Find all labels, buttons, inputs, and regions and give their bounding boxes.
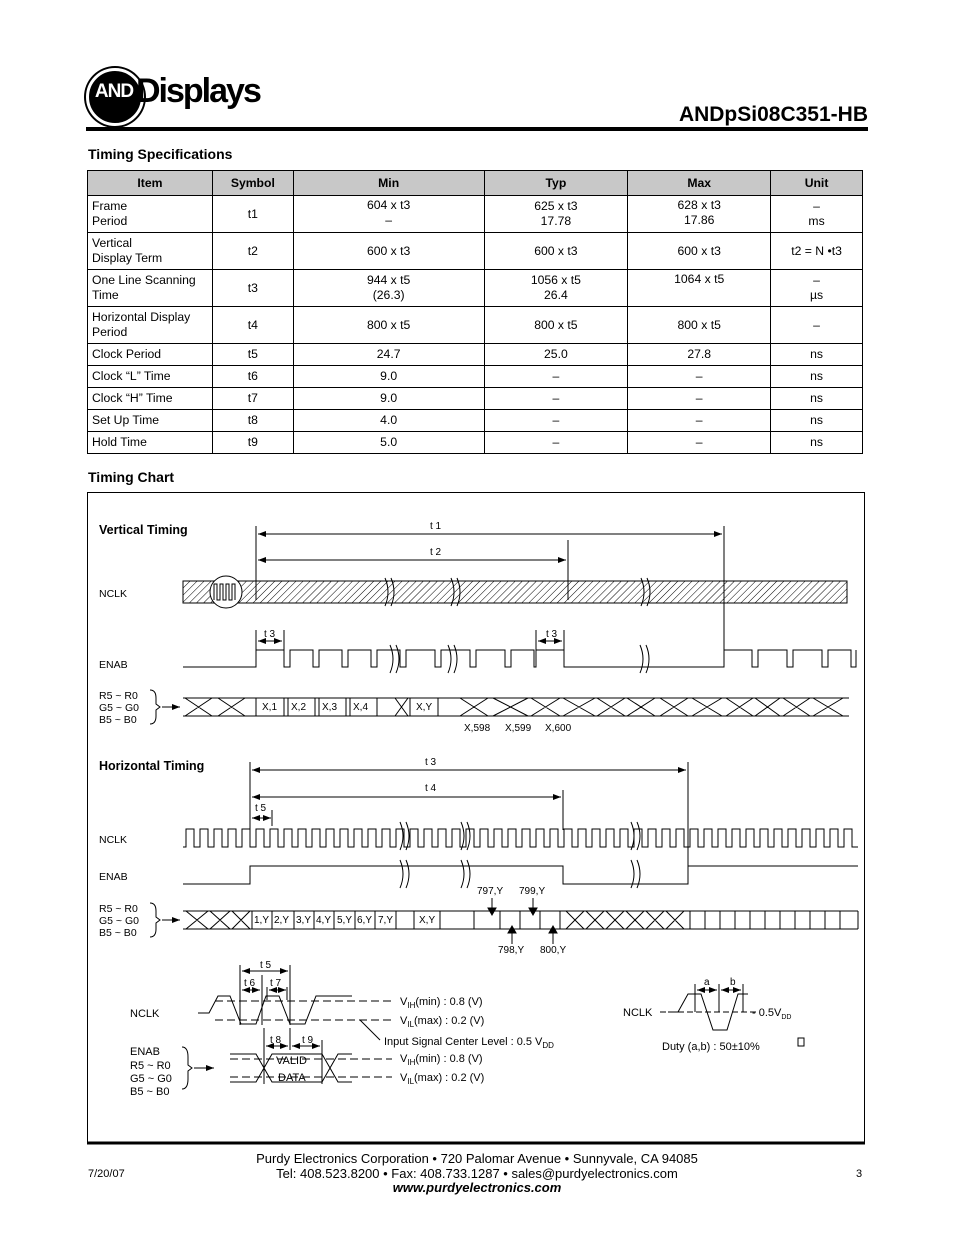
h-cell-xy: X,Y — [419, 915, 436, 926]
v-r-label: R5 ~ R0 — [99, 690, 138, 702]
v-below-599: X,599 — [505, 723, 532, 734]
h-below-798: 798,Y — [498, 945, 525, 956]
cell-line: Display Term — [92, 251, 163, 265]
h-nclk-breaks — [400, 822, 640, 850]
column-header: Typ — [484, 171, 628, 196]
v-nclk-hatch — [183, 581, 847, 603]
cell-line: – — [695, 435, 703, 449]
detail-dimension-lines — [240, 965, 290, 1025]
cell-line: 5.0 — [380, 435, 398, 449]
cell-line: 604 x t3 — [366, 198, 411, 212]
cell-line: – — [695, 391, 703, 405]
horizontal-timing-title: Horizontal Timing — [99, 759, 205, 773]
v-below-600: X,600 — [545, 723, 572, 734]
detail-g-label: G5 ~ G0 — [130, 1073, 172, 1085]
cell-line: – — [552, 435, 560, 449]
cell-symbol: t6 — [212, 366, 293, 388]
cell-line: 625 x t3 — [534, 199, 578, 213]
cell-line: 26.4 — [544, 288, 568, 302]
v-cell-1: X,1 — [262, 702, 278, 713]
cell-line: t2 = N •t3 — [791, 243, 842, 258]
v-t3-markers — [256, 630, 564, 650]
column-header: Symbol — [212, 171, 293, 196]
detail-data-label: DATA — [278, 1072, 306, 1084]
footer-address: Purdy Electronics Corporation • 720 Palomar Avenue • Sunnyvale, CA 94085 — [256, 1151, 698, 1166]
cell-symbol: t1 — [212, 196, 293, 233]
cell-line: 944 x t5 — [366, 273, 411, 287]
detail-data-vih-label: $V_{IH}(\min)$ : 0.8 (V) — [400, 1053, 483, 1067]
t2-label: t 2 — [430, 547, 442, 558]
cell-line: 25.0 — [544, 347, 568, 361]
cell-line: 24.7 — [376, 347, 401, 361]
cell-line: 17.78 — [540, 214, 572, 228]
column-header: Item — [88, 171, 213, 196]
h-nclk-waveform — [183, 829, 858, 847]
cell-line: Clock “L” Time — [92, 369, 171, 383]
duty-vdd-label: - $0.5V_{DD}$ — [752, 1007, 792, 1021]
column-header: Unit — [771, 171, 863, 196]
timing-specifications-heading: Timing Specifications — [88, 146, 233, 162]
cell-line: ns — [810, 435, 823, 449]
timing-chart-heading: Timing Chart — [88, 469, 175, 485]
cell-line: – — [813, 273, 820, 287]
detail-vih-label: $V_{IH}(\min)$ : 0.8 (V) — [400, 996, 483, 1010]
detail-nclk-label: NCLK — [130, 1008, 160, 1020]
detail-t8-label: t 8 — [270, 1035, 282, 1046]
column-header: Min — [293, 171, 484, 196]
h-cell-3: 3,Y — [296, 915, 312, 926]
detail-valid-label: VALID — [276, 1055, 307, 1067]
cell-symbol: t2 — [212, 233, 293, 270]
cell-line: Frame — [92, 199, 128, 213]
cell-symbol: t9 — [212, 432, 293, 454]
vertical-timing-title: Vertical Timing — [99, 523, 188, 537]
h-bus-cells — [254, 915, 435, 926]
h-cell-5: 5,Y — [337, 915, 353, 926]
h-cell-6: 6,Y — [357, 915, 373, 926]
detail-t5-label: t 5 — [260, 960, 272, 971]
h-above-797: 797,Y — [477, 886, 504, 897]
v-enab-breaks — [390, 645, 649, 673]
footer-date: 7/20/07 — [88, 1168, 125, 1180]
footer-contact: Tel: 408.523.8200 • Fax: 408.733.1287 • sales@purdyelectronics.com — [276, 1166, 678, 1181]
detail-enab-label: ENAB — [130, 1046, 160, 1058]
h-markers — [488, 898, 557, 944]
cell-line: ns — [810, 413, 823, 427]
cell-line: Clock “H” Time — [92, 391, 173, 405]
cell-line: 17.86 — [683, 213, 715, 227]
h-above-799: 799,Y — [519, 886, 546, 897]
cell-line: Horizontal Display — [92, 310, 191, 324]
footer-website[interactable]: www.purdyelectronics.com — [392, 1180, 562, 1195]
duty-a-label: a — [704, 977, 710, 988]
h-cell-1: 1,Y — [254, 915, 270, 926]
h-cell-4: 4,Y — [316, 915, 332, 926]
v-below-598: X,598 — [464, 723, 491, 734]
cell-line: – — [552, 413, 560, 427]
h-cell-2: 2,Y — [274, 915, 290, 926]
cell-line: – — [552, 391, 560, 405]
cell-line: ns — [810, 391, 823, 405]
v-enab-label: ENAB — [99, 659, 128, 671]
cell-line: 1056 x t5 — [530, 273, 581, 287]
v-cell-3: X,3 — [322, 702, 338, 713]
detail-vil-label: $V_{IL}(\max)$ : 0.2 (V) — [400, 1015, 485, 1029]
logo-and-text: AND — [94, 81, 134, 102]
duty-b-label: b — [730, 977, 736, 988]
v-enab-waveform — [183, 650, 856, 667]
horizontal-dimension-lines — [250, 762, 688, 880]
h-t5-label: t 5 — [255, 803, 267, 814]
h-rgb-brace — [150, 903, 160, 937]
cell-line: Hold Time — [92, 435, 147, 449]
v-rgb-brace — [150, 690, 160, 724]
detail-center-label: Input Signal Center Level : 0.5 $V_{DD}$ — [384, 1036, 554, 1050]
h-nclk-label: NCLK — [99, 834, 128, 846]
cell-line: 1064 x t5 — [674, 272, 725, 286]
glyph-box-icon — [798, 1038, 804, 1046]
h-t3-label: t 3 — [425, 757, 437, 768]
duty-nclk-label: NCLK — [623, 1007, 653, 1019]
cell-line: – — [385, 213, 393, 227]
v-b-label: B5 ~ B0 — [99, 714, 137, 726]
cell-line: ns — [810, 369, 823, 383]
cell-line: Period — [92, 325, 128, 339]
cell-line: – — [695, 369, 703, 383]
cell-line: – — [695, 413, 703, 427]
detail-t7-label: t 7 — [270, 978, 282, 989]
v-cell-2: X,2 — [291, 702, 307, 713]
cell-line: One Line Scanning — [92, 273, 196, 287]
cell-line: – — [813, 199, 820, 213]
cell-line: 4.0 — [380, 413, 398, 427]
h-t4-label: t 4 — [425, 783, 437, 794]
h-g-label: G5 ~ G0 — [99, 915, 139, 927]
cell-line: 600 x t3 — [534, 243, 578, 258]
detail-data-vil-label: $V_{IL}(\max)$ : 0.2 (V) — [400, 1072, 485, 1086]
detail-b-label: B5 ~ B0 — [130, 1086, 170, 1098]
cell-line: 600 x t3 — [366, 243, 411, 258]
detail-center-leader — [360, 1020, 380, 1040]
detail-t6-label: t 6 — [244, 978, 256, 989]
cell-line: 9.0 — [380, 391, 398, 405]
v-data-bus — [183, 698, 849, 716]
cell-line: 600 x t3 — [677, 243, 721, 258]
v-cell-4: X,4 — [353, 702, 369, 713]
h-enab-waveform — [183, 866, 858, 884]
detail-r-label: R5 ~ R0 — [130, 1060, 171, 1072]
cell-symbol: t4 — [212, 307, 293, 344]
v-nclk-label: NCLK — [99, 588, 128, 600]
cell-line: 800 x t5 — [677, 317, 721, 332]
cell-line: – — [813, 317, 820, 332]
detail-t9-label: t 9 — [302, 1035, 314, 1046]
cell-line: Clock Period — [92, 347, 162, 361]
t1-label: t 1 — [430, 521, 442, 532]
cell-symbol: t7 — [212, 388, 293, 410]
h-r-label: R5 ~ R0 — [99, 903, 138, 915]
cell-line: ms — [808, 214, 825, 228]
h-enab-label: ENAB — [99, 871, 128, 883]
cell-line: Set Up Time — [92, 413, 160, 427]
cell-line: Period — [92, 214, 128, 228]
v-cell-xy: X,Y — [416, 702, 433, 713]
page-number: 3 — [856, 1168, 863, 1180]
v-t3-label-b: t 3 — [546, 629, 558, 640]
cell-symbol: t3 — [212, 270, 293, 307]
v-g-label: G5 ~ G0 — [99, 702, 139, 714]
cell-symbol: t5 — [212, 344, 293, 366]
model-number: ANDpSi08C351-HB — [678, 103, 868, 126]
cell-line: Time — [92, 288, 119, 302]
h-cell-7: 7,Y — [378, 915, 394, 926]
cell-line: ns — [810, 347, 823, 361]
h-below-800: 800,Y — [540, 945, 567, 956]
detail-brace — [182, 1047, 192, 1089]
cell-line: 9.0 — [380, 369, 398, 383]
cell-line: Vertical — [92, 236, 132, 250]
bus-outline — [183, 698, 849, 716]
cell-line: 800 x t5 — [366, 317, 411, 332]
cell-line: 628 x t3 — [677, 198, 721, 212]
cell-line: – — [552, 369, 560, 383]
v-t3-label-a: t 3 — [264, 629, 276, 640]
column-header: Max — [628, 171, 771, 196]
h-b-label: B5 ~ B0 — [99, 927, 137, 939]
cell-symbol: t8 — [212, 410, 293, 432]
duty-label: Duty (a,b) : 50±10% — [662, 1041, 760, 1053]
cell-line: 27.8 — [687, 347, 712, 361]
cell-line: µs — [809, 288, 824, 302]
cell-line: (26.3) — [372, 288, 405, 302]
logo-displays-text: Displays — [136, 72, 260, 110]
cell-line: 800 x t5 — [534, 317, 578, 332]
